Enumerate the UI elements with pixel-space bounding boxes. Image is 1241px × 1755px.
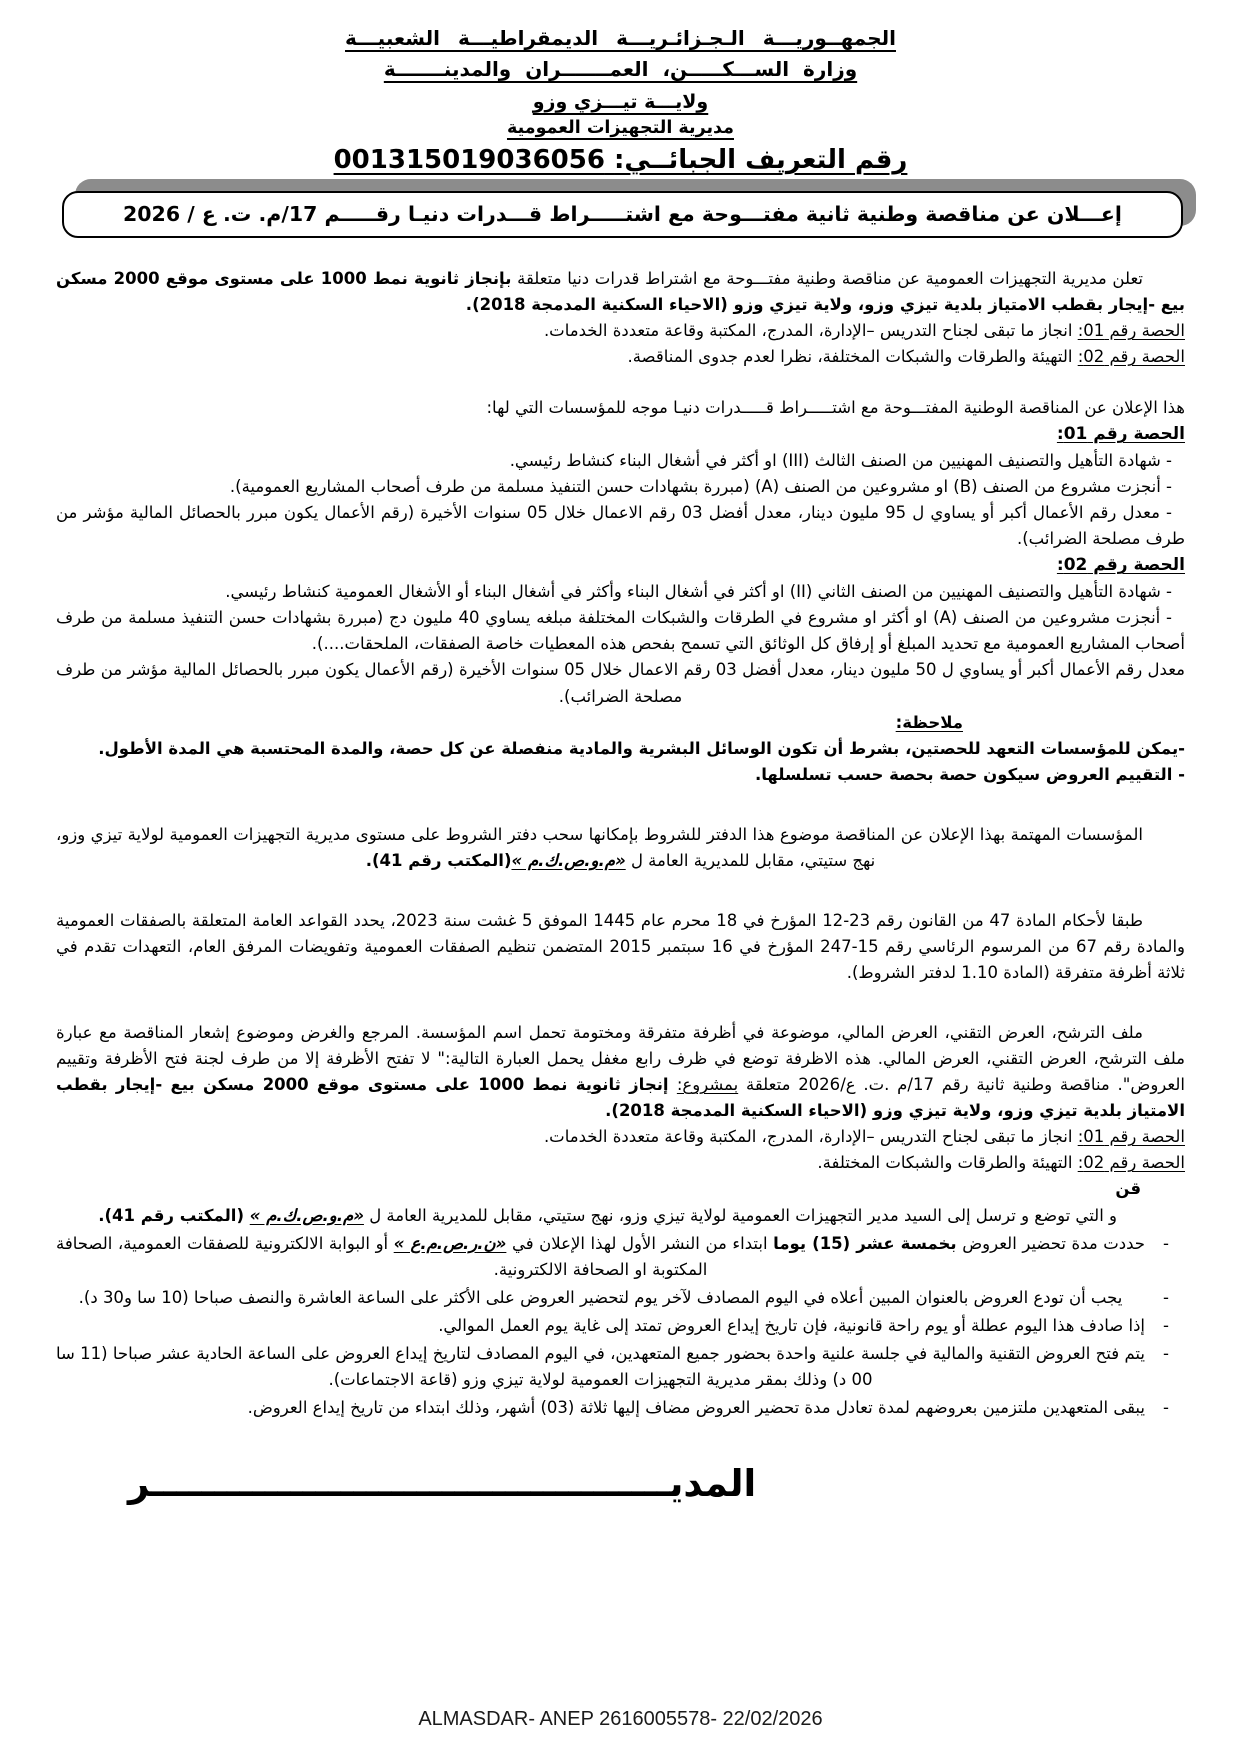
envelopes-paragraph — [56, 1020, 1185, 1124]
lot2-turnover-requirement: معدل رقم الأعمال أكبر أو يساوي ل 50 مليون دينار، معدل أفضل 03 رقم الاعمال خلال 05 سنوات الأخيرة (رقم الأعمال يكون مبرر بالحصائل المالية مؤشر من طرف مصلحة الضرائب). — [56, 660, 1185, 706]
dash-bullet: - — [1163, 1233, 1169, 1253]
lot2-requirement-item: - شهادة التأهيل والتصنيف المهنيين من الصنف الثاني (II) او أكثر في أشغال البناء وأكثر في أشغال البناء أو الأشغال العمومية كنشاط رئيسي. — [225, 582, 1172, 602]
env-lot1-label: الحصة رقم 01: — [1077, 1127, 1185, 1147]
env-lot2-label: الحصة رقم 02: — [1077, 1153, 1185, 1173]
deadline-item-holiday — [56, 1313, 1185, 1339]
deadline-text: يجب أن تودع العروض بالعنوان المبين أعلاه في اليوم المصادف لآخر يوم لتحضير العروض على الأكثر على الساعة العاشرة والنصف صباحا (10 سا و30 د). — [78, 1287, 1123, 1307]
lot1-requirement-item: - شهادة التأهيل والتصنيف المهنيين من الصنف الثالث (III) او أكثر في أشغال البناء كنشاط رئيسي. — [509, 451, 1172, 471]
stray-text: قن — [1115, 1179, 1141, 1199]
lot1-intro-label: الحصة رقم 01: — [1077, 321, 1185, 341]
send-to-text: و التي توضع و ترسل إلى السيد مدير التجهيزات العمومية لولاية تيزي وزو، نهج ستيتي، مقابل للمديرية العامة ل — [363, 1205, 1117, 1225]
envelopes-project-bold: إنجاز ثانوية نمط 1000 على مستوى موقع 2000 مسكن بيع -إيجار بقطب الامتياز بلدية تيزي وزو، ولاية تيزي وزو (الاحياء السكنية المدمجة 2018). — [56, 1075, 1185, 1121]
spacer — [56, 986, 1185, 1020]
intro-project-bold: بإنجاز ثانوية نمط 1000 على مستوى موقع 2000 مسكن بيع -إيجار بقطب الامتياز بلدية تيزي وزو، ولاية تيزي وزو (الاحياء السكنية المدمجة 2018). — [56, 269, 1185, 315]
deadline-item-deposit — [56, 1285, 1185, 1311]
envelopes-text: ملف الترشح، العرض التقني، العرض المالي، موضوعة في أظرفة متفرقة ومختومة تحمل اسم المؤسسة. المرجع والغرض وموضوع إشعار المناقصة مع عبارة ملف الترشح، العرض التقني، العرض المالي. هذه الاظرفة توضع في ظرف رابع مغفل يحمل العبارة التالية:" لا تفتح الأظرفة إلا من طرف لجنة فتح الأظرفة وتقييم العروض". مناقصة وطنية ثانية رقم 17/م .ت. ع/2026 متعلقة — [56, 1023, 1185, 1095]
note-item: - التقييم العروض سيكون حصة بحصة حسب تسلسلها. — [754, 764, 1185, 784]
legal-paragraph: طبقا لأحكام المادة 47 من القانون رقم 23-12 المؤرخ في 18 محرم عام 1445 الموفق 5 غشت سنة 2023، يحدد القواعد العامة المتعلقة بالصفقات العمومية والمادة رقم 67 من المرسوم الرئاسي رقم 15-247 المؤرخ في 16 سبتمبر 2015 المتضمن تنظيم الصفقات العمومية وتفويضات المرفق العام، التعهدات تقدم في ثلاثة أظرفة متفرقة (المادة 1.10 لدفتر الشروط). — [56, 910, 1186, 983]
deadline-text: يبقى المتعهدين ملتزمين بعروضهم لمدة تعادل مدة تحضير العروض مضاف إليها ثلاثة (03) أشهر، وذلك ابتداء من تاريخ إيداع العروض. — [247, 1397, 1145, 1417]
announcement-title-box — [62, 191, 1183, 238]
lot1-requirements-heading: الحصة رقم 01: — [1056, 424, 1185, 445]
dash-bullet: - — [1163, 1315, 1169, 1335]
wilaya-title: ولايـــة تيـــزي وزو — [532, 91, 709, 113]
dash-bullet: - — [1163, 1343, 1169, 1363]
deadline1-text: أو البوابة الالكترونية للصفقات العمومية، الصحافة المكتوبة او الصحافة الالكترونية. — [56, 1233, 708, 1279]
intro-paragraph — [56, 266, 1185, 318]
spacer — [56, 788, 1185, 822]
envelopes-project-label: بمشروع: — [676, 1075, 739, 1095]
deadline-item-opening — [56, 1341, 1185, 1393]
deadline1-duration-bold: بخمسة عشر (15) يوما — [773, 1233, 957, 1253]
eligibility-intro: هذا الإعلان عن المناقصة الوطنية المفتـــوحة مع اشتـــــراط قـــــدرات دنيـا موجه للمؤسسات التي لها: — [486, 398, 1185, 418]
env-lot2-text: التهيئة والطرقات والشبكات المختلفة. — [817, 1153, 1078, 1173]
deadline1-text: حددت مدة تحضير العروض — [956, 1233, 1145, 1253]
deadline-text — [56, 1231, 1145, 1283]
deadline-text: يتم فتح العروض التقنية والمالية في جلسة علنية واحدة بحضور جميع المتعهدين، في اليوم المصادف لتاريخ إيداع العروض على الساعة الحادية عشر صباحا (11 سا 00 د) وذلك بمقر مديرية التجهيزات العمومية لولاية تيزي وزو (قاعة الاجتماعات). — [56, 1343, 1145, 1389]
tax-id-label: رقم التعريف الجبائــي: — [614, 145, 908, 175]
republic-title: الجمهــوريـــة الـجـزائـريـــة الديمقراطيـــة الشعبيـــة — [345, 26, 896, 50]
deadline-text: إذا صادف هذا اليوم عطلة أو يوم راحة قانونية، فإن تاريخ إيداع العروض تمتد إلى غاية يوم العمل الموالي. — [438, 1315, 1145, 1335]
spacer — [56, 874, 1185, 908]
note-item: -يمكن للمؤسسات التعهد للحصتين، بشرط أن تكون الوسائل البشرية والمادية منفصلة عن كل حصة، والمدة المحتسبة هي المدة الأطول. — [98, 738, 1185, 758]
document-body — [56, 266, 1185, 1513]
lot1-intro-text: انجاز ما تبقى لجناح التدريس –الإدارة، المدرج، المكتبة وقاعة متعددة الخدمات. — [543, 321, 1078, 341]
tax-id-line — [56, 145, 1185, 175]
env-lot1-text: انجاز ما تبقى لجناح التدريس –الإدارة، المدرج، المكتبة وقاعة متعددة الخدمات. — [543, 1127, 1078, 1147]
tax-id-value: 001315019036056 — [333, 145, 605, 175]
lot1-requirement-item: - أنجزت مشروع من الصنف (B) او مشروعين من الصنف (A) (مبررة بشهادات حسن التنفيذ مسلمة من طرف أصحاب المشاريع العمومية). — [229, 477, 1172, 497]
send-to-office: (المكتب رقم 41). — [98, 1205, 250, 1225]
withdraw-office: (المكتب رقم 41). — [365, 850, 512, 870]
dash-bullet: - — [1163, 1287, 1169, 1307]
lot1-requirement-item: - معدل رقم الأعمال أكبر أو يساوي ل 95 مليون دينار، معدل أفضل 03 رقم الاعمال خلال 05 سنوات الأخيرة (رقم الأعمال يكون مبرر بالحصائل المالية مؤشر من طرف مصلحة الضرائب). — [56, 503, 1185, 549]
env-lot1-line — [56, 1124, 1185, 1150]
env-lot2-line — [56, 1150, 1185, 1176]
dash-bullet: - — [1163, 1397, 1169, 1417]
lot2-intro-text: التهيئة والطرقات والشبكات المختلفة، نظرا لعدم جدوى المناقصة. — [627, 347, 1078, 367]
deadline1-text: ابتداء من النشر الأول لهذا الإعلان في — [506, 1233, 774, 1253]
deadline1-abbrev: «ن.ر.ص.م.ع » — [393, 1233, 507, 1253]
lot2-requirement-item: - أنجزت مشروعين من الصنف (A) او أكثر او مشروع في الطرقات والشبكات المختلفة مبلغه يساوي 40 مليون دج (مبررة بشهادات حسن التنفيذ مسلمة من طرف أصحاب المشاريع العمومية مع تحديد المبلغ أو إرفاق كل الوثائق التي تسمح بفحص هذه المعطيات خاصة الصفقات، الملحقات....). — [56, 608, 1185, 654]
send-to-paragraph — [56, 1203, 1185, 1229]
anep-footer: ALMASDAR- ANEP 2616005578- 22/02/2026 — [418, 1708, 823, 1730]
lot2-intro-line — [56, 344, 1185, 370]
withdraw-paragraph — [56, 822, 1185, 874]
lot1-intro-line — [56, 318, 1185, 344]
document-header — [56, 26, 1185, 175]
lot2-requirements-heading: الحصة رقم 02: — [1056, 555, 1185, 576]
deadline-item-preparation — [56, 1231, 1185, 1283]
director-signature: المديـــــــــــــــــــــــــــــــــــــــــر — [128, 1462, 757, 1506]
send-to-abbrev: «م.و.ص.ك.م » — [249, 1205, 364, 1225]
note-heading: ملاحظة: — [895, 712, 963, 732]
ministry-title: وزارة الســـكـــــن، العمـــــــران والمدينـــــــة — [383, 57, 858, 81]
lot2-intro-label: الحصة رقم 02: — [1077, 347, 1185, 367]
intro-text: تعلن مديرية التجهيزات العمومية عن مناقصة وطنية مفتـــوحة مع اشتراط قدرات دنيا متعلقة — [511, 269, 1144, 288]
directorate-title: مديرية التجهيزات العمومية — [506, 118, 734, 138]
withdraw-text: المؤسسات المهتمة بهذا الإعلان عن المناقصة موضوع هذا الدفتر للشروط بإمكانها سحب دفتر الشروط على مستوى مديرية التجهيزات العمومية لولاية تيزي وزو، نهج ستيتي، مقابل للمديرية العامة ل — [56, 824, 1143, 870]
announcement-title: إعـــلان عن مناقصة وطنية ثانية مفتـــوحة مع اشتـــــراط قـــدرات دنيـا رقـــــم 17/م. ت. ع / 2026 — [123, 202, 1122, 226]
deadline-item-validity — [56, 1395, 1185, 1421]
withdraw-abbrev: «م.و.ص.ك.م » — [511, 850, 626, 870]
spacer — [56, 370, 1185, 395]
